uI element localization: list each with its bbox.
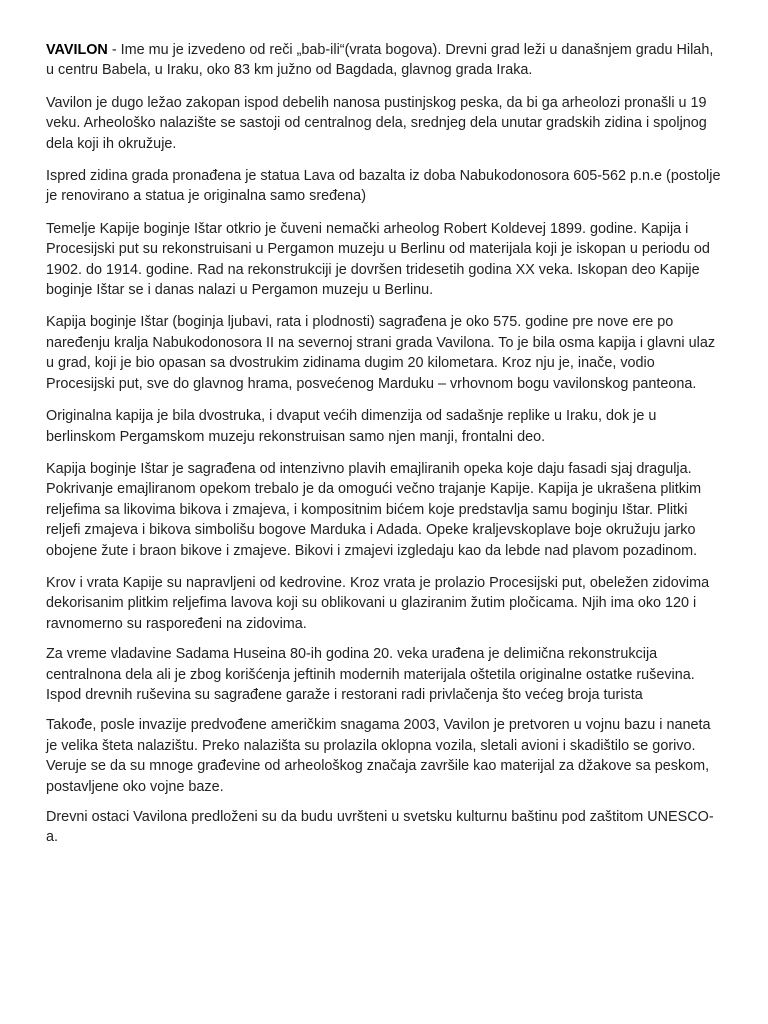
paragraph-lion-statue: Ispred zidina grada pronađena je statua Lava od bazalta iz doba Nabukodonosora 605-562 p.n.e (postolje je renovirano a statua je originalna samo sređena) — [46, 168, 721, 205]
heading-term: VAVILON — [46, 42, 108, 58]
paragraph-roof-and-doors: Krov i vrata Kapije su napravljeni od kedrovine. Kroz vrata je prolazio Procesijski put, obeležen zidovima dekorisanim plitkim reljefima lavova koji su oblikovani u glaziranim žutim pločicama. Njih ima oko 120 i ravnomerno su raspoređeni na zidovima. — [46, 574, 710, 632]
paragraph-ishtar-gate-history: Kapija boginje Ištar (boginja ljubavi, rata i plodnosti) sagrađena je oko 575. godine pre nove ere po naređenju kralja Nabukodonosora II na severnoj strani grada Vavilona. To je bila osma kapija i glavni ulaz u grad, koji je bio opasan sa dvostrukim zidinama dugim 20 kilometara. Kroz nju je, inače, vodio Procesijski put, sve do glavnog hrama, posvećenog Marduku – vrhovnom bogu vavilonskog panteona. — [46, 314, 716, 392]
paragraph-excavation: Vavilon je dugo ležao zakopan ispod debelih nanosa pustinjskog peska, da bi ga arheolozi pronašli u 19 veku. Arheološko nalazište se sastoji od centralnog dela, srednjeg dela unutar gradskih zidina i spoljnog dela koji ih okružuje. — [46, 94, 707, 152]
paragraph-original-gate: Originalna kapija je bila dvostruka, i dvaput većih dimenzija od sadašnje replike u Iraku, dok je u berlinskom Pergamskom muzeju rekonstruisan samo njen manji, frontalni deo. — [46, 408, 657, 445]
paragraph-ishtar-gate-discovery: Temelje Kapije boginje Ištar otkrio je čuveni nemački arheolog Robert Koldevej 1899. godine. Kapija i Procesijski put su rekonstruisani u Pergamon muzeju u Berlinu od materijala koji je iskopan u periodu od 1902. do 1914. godine. Rad na rekonstrukciji je dovršen tridesetih godina XX veka. Iskopan deo Kapije boginje Ištar se i danas nalazi u Pergamon muzeju u Berlinu. — [46, 220, 710, 299]
paragraph-military-base: Takođe, posle invazije predvođene američkim snagama 2003, Vavilon je pretvoren u vojnu bazu i naneta je velika šteta nalazištu. Preko nalazišta su prolazila oklopna vozila, sletali avioni i skadištilo se gorivo. Veruje se da su mnoge građevine od arheološkog značaja završile kao materijal za džakove sa peskom, postavljene oko vojne baze. — [46, 717, 711, 795]
paragraph-intro — [46, 40, 722, 81]
document-page — [46, 40, 722, 860]
paragraph-unesco: Drevni ostaci Vavilona predloženi su da budu uvršteni u svetsku kulturnu baštinu pod zaštitom UNESCO-a. — [46, 809, 714, 846]
paragraph-saddam-reconstruction: Za vreme vladavine Sadama Huseina 80-ih godina 20. veka urađena je delimična rekonstrukcija centralnona dela ali je zbog korišćenja jeftinih modernih materijala oštetila originalne ostatke ruševina. Ispod drevnih ruševina su sagrađene garaže i restorani radi privlačenja što većeg broja turista — [46, 646, 695, 703]
paragraph-gate-construction: Kapija boginje Ištar je sagrađena od intenzivno plavih emajliranih opeka koje daju fasadi sjaj dragulja. Pokrivanje emajliranom opekom trebalo je da omogući večno trajanje Kapije. Kapija je ukrašena plitkim reljefima sa likovima bikova i zmajeva, i kompositnim bićem koje predstavlja samu boginju Ištar. Plitki reljefi zmajeva i bikova simbolišu bogove Marduka i Adada. Opeke kraljevskoplave boje okružuju jarko obojene žute i braon bikove i zmajeve. Bikovi i zmajevi izgledaju kao da lebde nad plavom pozadinom. — [46, 460, 702, 559]
paragraph-text: - Ime mu je izvedeno od reči „bab-ili“(vrata bogova). Drevni grad leži u današnjem gradu Hilah, u centru Babela, u Iraku, oko 83 km južno od Bagdada, glavnog grada Iraka. — [46, 42, 714, 79]
